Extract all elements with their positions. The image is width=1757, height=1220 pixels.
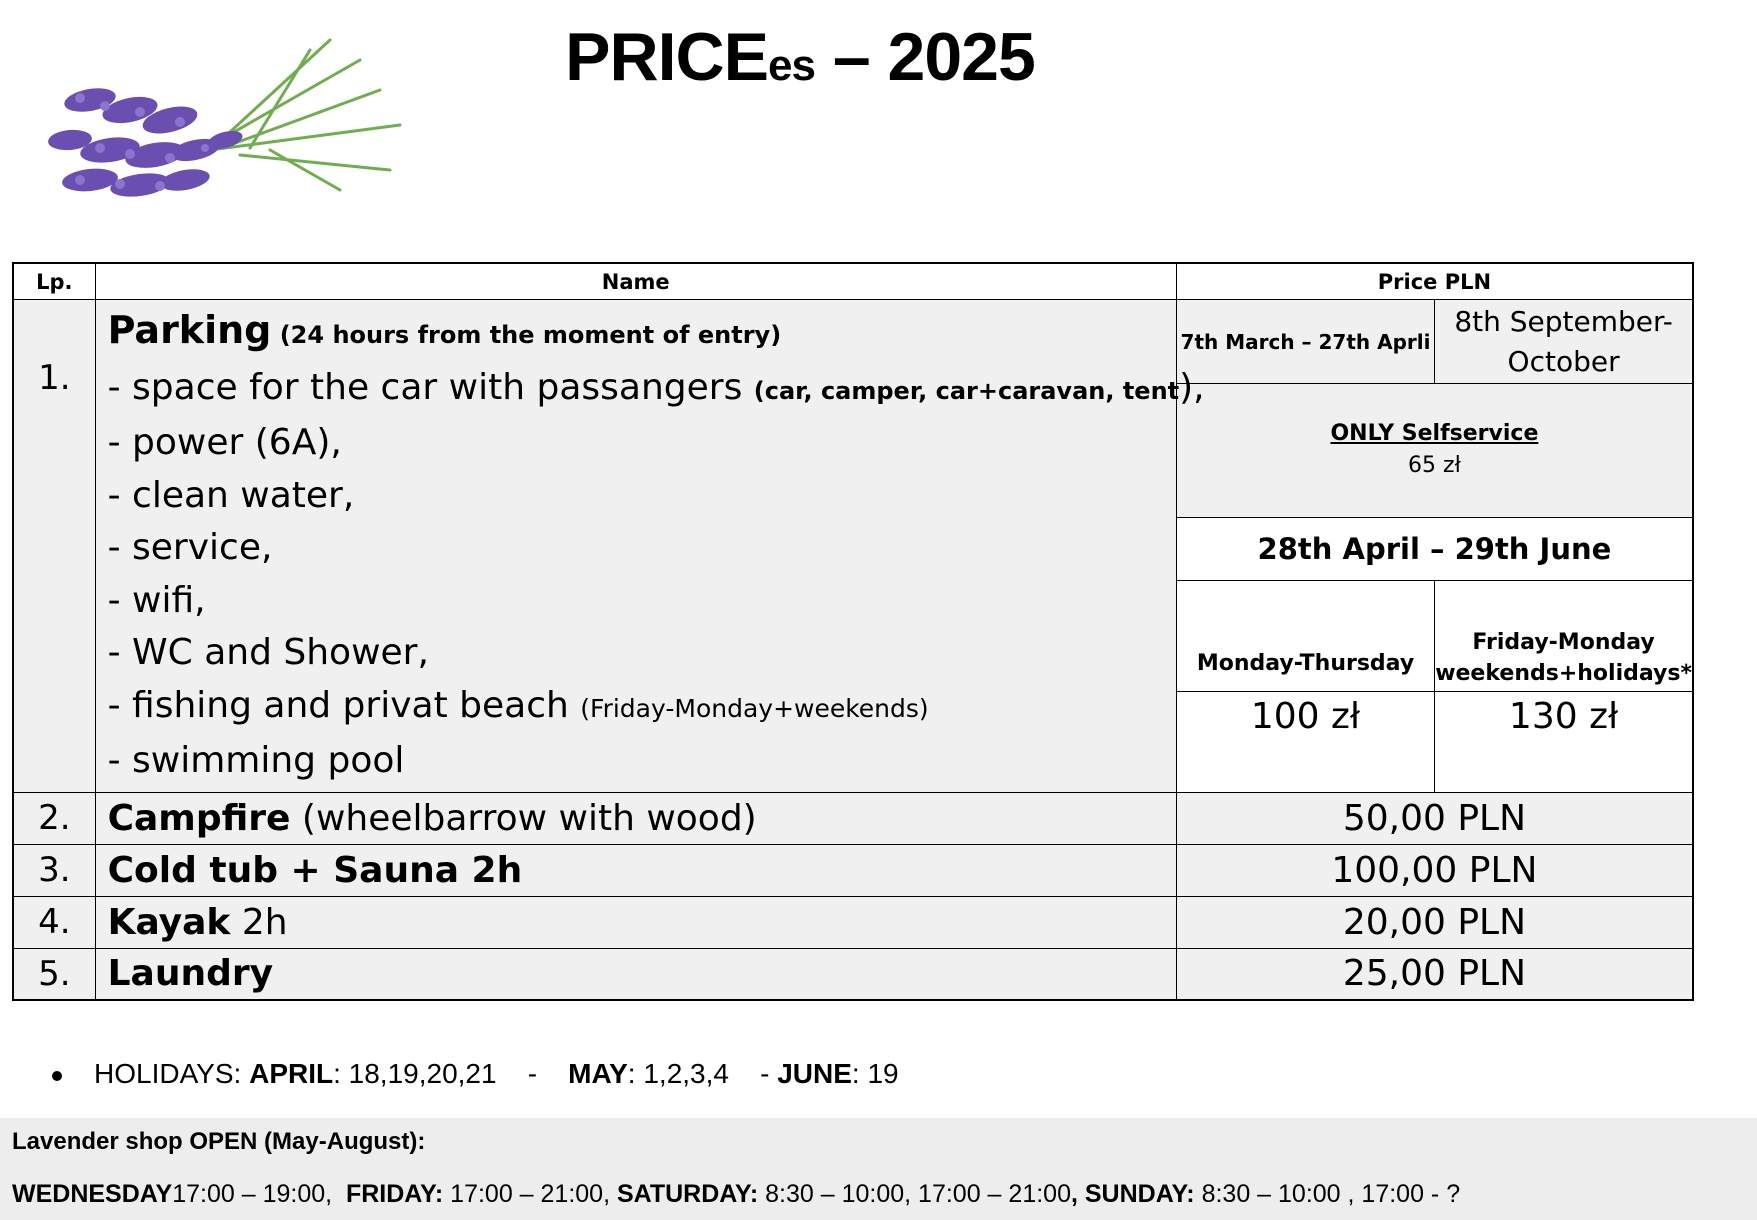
shop-sun-label: , SUNDAY:: [1070, 1180, 1195, 1208]
period-autumn: [1435, 300, 1693, 384]
holidays-may-label: MAY: [568, 1058, 628, 1089]
weekday-price: 100 zł: [1176, 691, 1434, 792]
row-lp: 1.: [13, 300, 95, 793]
row-lp: 5.: [13, 948, 95, 1000]
row-lp: 3.: [13, 844, 95, 896]
table-row: [13, 896, 1693, 948]
weekend-price: 130 zł: [1435, 691, 1693, 792]
parking-line-4: - service,: [107, 527, 273, 568]
title-suffix: es: [767, 41, 815, 90]
row-name-bold: Laundry: [107, 953, 274, 995]
shop-fri-hours: 17:00 – 21:00,: [443, 1180, 617, 1208]
holidays-label: HOLIDAYS:: [94, 1058, 250, 1089]
weekend-label-line1: Friday-Monday: [1472, 629, 1655, 655]
row-name-rest: 2h: [230, 901, 288, 943]
shop-wed-hours: 17:00 – 19:00,: [172, 1180, 346, 1208]
parking-line-1a: - space for the car with passangers: [107, 366, 754, 408]
header-price: Price PLN: [1176, 263, 1693, 300]
weekend-label: [1435, 581, 1693, 692]
shop-title: Lavender shop OPEN (May-August):: [12, 1128, 426, 1155]
parking-line-6: - WC and Shower,: [107, 632, 429, 673]
row-price: 100,00 PLN: [1176, 844, 1693, 896]
holidays-june-days: : 19: [851, 1058, 899, 1089]
holidays-april-days: : 18,19,20,21: [333, 1058, 497, 1089]
parking-line-5: - wifi,: [107, 579, 206, 621]
weekend-label-line2: weekends+holidays*: [1435, 660, 1692, 686]
holidays-may-days: : 1,2,3,4: [627, 1058, 729, 1089]
row-name: [95, 792, 1176, 844]
row-price: 25,00 PLN: [1176, 948, 1693, 1000]
row-name-bold: Kayak: [107, 901, 231, 943]
row-name: [95, 896, 1176, 948]
parking-line-1b: (car, camper, car+caravan, tent: [753, 376, 1180, 405]
row-name-bold: Campfire: [107, 797, 291, 839]
bullet-icon: [52, 1071, 62, 1081]
period-autumn-line2: October: [1507, 344, 1620, 378]
title-main: PRICE: [565, 19, 768, 95]
parking-line-8: - swimming pool: [107, 740, 405, 781]
table-row: [13, 844, 1693, 896]
selfservice-label: ONLY Selfservice: [1330, 421, 1539, 447]
selfservice-cell: [1176, 384, 1693, 517]
parking-title: Parking: [107, 308, 272, 352]
price-table: [12, 262, 1694, 1001]
period-autumn-line1: 8th September-: [1454, 304, 1673, 338]
row-name: [95, 844, 1176, 896]
season-period: 28th April – 29th June: [1176, 517, 1693, 581]
header-name: Name: [95, 263, 1176, 300]
row-name-bold: Cold tub + Sauna 2h: [107, 849, 523, 891]
holidays-sep-2: -: [728, 1058, 778, 1089]
parking-title-note: (24 hours from the moment of entry): [271, 321, 782, 349]
parking-line-7a: - fishing and privat beach: [107, 684, 581, 726]
row-name-rest: (wheelbarrow with wood): [290, 797, 757, 839]
parking-line-2: - power (6A),: [107, 422, 342, 463]
shop-sat-hours: 8:30 – 10:00, 17:00 – 21:00: [758, 1180, 1071, 1208]
table-row: [13, 792, 1693, 844]
holidays-sep-1: -: [496, 1058, 569, 1089]
row-price: 50,00 PLN: [1176, 792, 1693, 844]
row-lp: 4.: [13, 896, 95, 948]
shop-hours-panel: [0, 1118, 1757, 1220]
shop-hours: [12, 1180, 1460, 1209]
weekday-label: Monday-Thursday: [1176, 581, 1434, 692]
page-title: [0, 18, 1600, 96]
row-price: 20,00 PLN: [1176, 896, 1693, 948]
selfservice-price: 65 zł: [1408, 453, 1461, 479]
shop-sun-hours: 8:30 – 10:00 , 17:00 - ?: [1194, 1180, 1461, 1208]
holidays-april-label: APRIL: [249, 1058, 334, 1089]
holidays-note: [52, 1058, 899, 1090]
parking-line-7b: (Friday-Monday+weekends): [580, 693, 929, 723]
header-lp: Lp.: [13, 263, 95, 300]
row-lp: 2.: [13, 792, 95, 844]
shop-wed-label: WEDNESDAY: [12, 1180, 173, 1208]
title-rest: – 2025: [814, 19, 1035, 95]
parking-line-1c: ),: [1179, 366, 1205, 408]
shop-fri-label: FRIDAY:: [345, 1180, 444, 1208]
table-row-parking: [13, 300, 1693, 384]
shop-sat-label: SATURDAY:: [616, 1180, 759, 1208]
period-spring: 7th March – 27th Aprli: [1176, 300, 1434, 384]
parking-description: [95, 300, 1205, 793]
parking-line-3: - clean water,: [107, 474, 355, 516]
holidays-june-label: JUNE: [777, 1058, 852, 1089]
table-row: [13, 948, 1693, 1000]
row-name: [95, 948, 1176, 1000]
table-header-row: [13, 263, 1693, 300]
